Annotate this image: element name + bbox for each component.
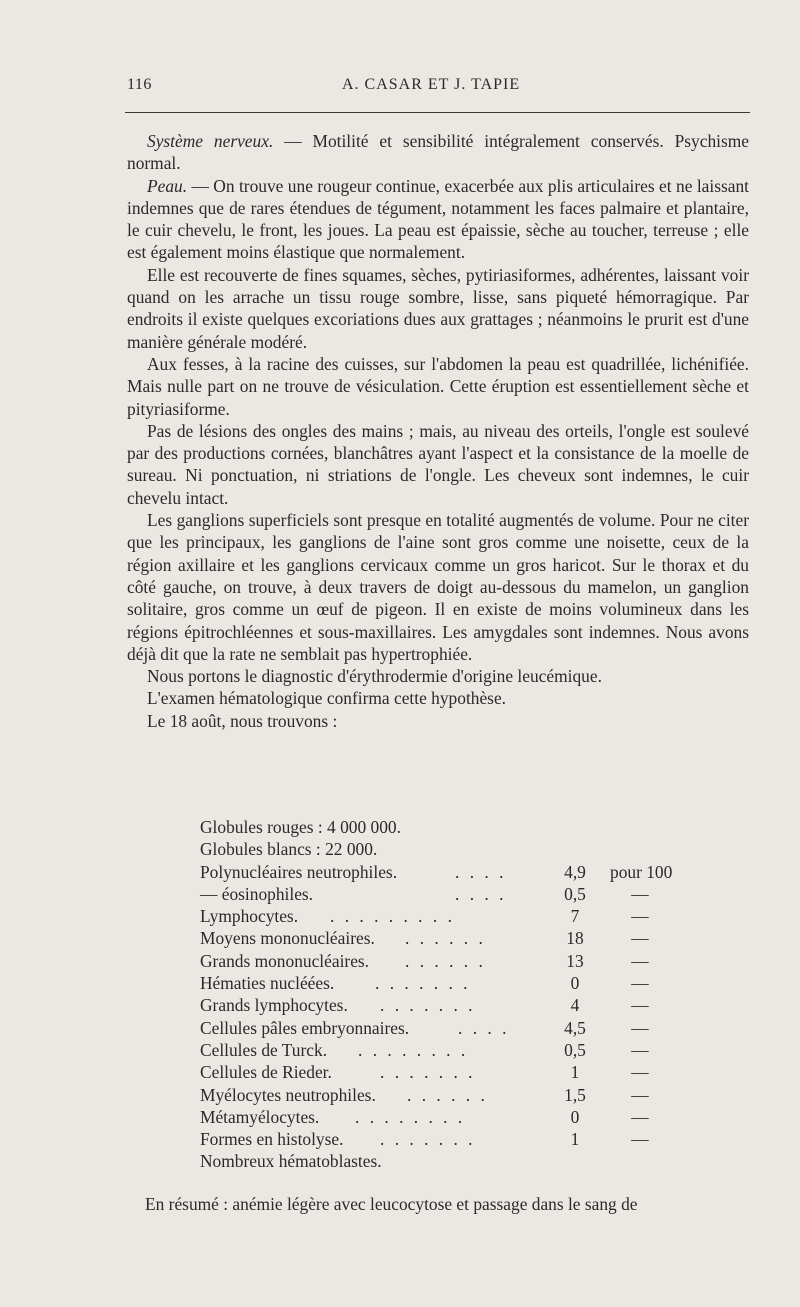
row-value: 0	[570, 1106, 580, 1127]
leader-dots: . . . . . . . . .	[330, 906, 455, 927]
row-value: 1,5	[564, 1084, 586, 1105]
table-row	[200, 1084, 700, 1106]
row-unit: —	[631, 1084, 649, 1105]
row-unit: —	[631, 928, 649, 949]
row-unit: —	[631, 1106, 649, 1127]
table-row	[200, 1017, 700, 1039]
row-value: 4,5	[564, 1017, 586, 1038]
row-unit: —	[631, 973, 649, 994]
row-label: — éosinophiles.	[200, 883, 314, 904]
table-row	[200, 1150, 700, 1172]
row-label: Grands mononucléaires.	[200, 950, 370, 971]
page-number: 116	[127, 76, 152, 93]
leader-dots: . . . . . . . .	[355, 1106, 466, 1127]
summary-line: En résumé : anémie légère avec leucocytose et passage dans le sang de	[145, 1194, 638, 1214]
table-row	[200, 816, 700, 838]
leader-dots: . . . . . . .	[380, 995, 476, 1016]
leader-dots: . . . . . . .	[380, 1129, 476, 1150]
row-unit: —	[631, 906, 649, 927]
paragraph-examen: L'examen hématologique confirma cette hypothèse.	[147, 688, 507, 709]
row-label: Moyens mononucléaires.	[200, 928, 375, 949]
running-title: A. CASAR ET J. TAPIE	[342, 76, 521, 93]
row-unit: —	[631, 1039, 649, 1060]
row-unit: —	[631, 883, 649, 904]
table-row	[200, 950, 700, 972]
paragraph-date: Le 18 août, nous trouvons :	[147, 710, 338, 731]
leader-dots: . . . . . .	[407, 1084, 488, 1105]
paragraph-lead: Système nerveux.	[147, 131, 274, 151]
row-unit: —	[631, 950, 649, 971]
row-label: Lymphocytes.	[200, 906, 299, 927]
leader-dots: . . . .	[455, 861, 507, 882]
header-rule	[125, 112, 750, 113]
row-label: Métamyélocytes.	[200, 1106, 320, 1127]
row-value: 1	[570, 1062, 580, 1083]
leader-dots: . . . . . .	[405, 950, 486, 971]
row-value: 0	[570, 973, 580, 994]
row-label: Formes en histolyse.	[200, 1129, 344, 1150]
leader-dots: . . . . . . . .	[358, 1039, 469, 1060]
table-row	[200, 927, 700, 949]
row-label: Globules rouges : 4 000 000.	[200, 817, 401, 837]
paragraph-fesses: Aux fesses, à la racine des cuisses, sur l'abdomen la peau est quadrillée, lichénifiée. Mais nulle part on ne trouve de vésiculation. Cette éruption est essentiellement sèche et pityriasiforme.	[127, 353, 749, 419]
leader-dots: . . . . . . .	[375, 973, 471, 994]
body-text	[127, 130, 749, 732]
table-row	[200, 1128, 700, 1150]
row-label: Grands lymphocytes.	[200, 995, 348, 1016]
leader-dots: . . . .	[458, 1017, 510, 1038]
leader-dots: . . . .	[455, 883, 507, 904]
row-label: Cellules pâles embryonnaires.	[200, 1017, 410, 1038]
table-row	[200, 972, 700, 994]
row-unit: —	[631, 995, 649, 1016]
row-label: Myélocytes neutrophiles.	[200, 1084, 376, 1105]
row-label: Hématies nucléées.	[200, 973, 335, 994]
leader-dots: . . . . . .	[405, 928, 486, 949]
leader-dots: . . . . . . .	[380, 1062, 476, 1083]
paragraph-text: — Motilité et sensibilité intégralement conservés. Psychisme normal.	[127, 131, 749, 174]
row-value: 13	[566, 950, 584, 971]
table-row	[200, 861, 700, 883]
blood-count-table	[200, 816, 700, 1173]
row-value: 18	[566, 928, 584, 949]
row-label: Cellules de Rieder.	[200, 1062, 332, 1083]
paragraph-ganglions: Les ganglions superficiels sont presque en totalité augmentés de volume. Pour ne citer que les principaux, les ganglions de l'aine sont gros comme une noisette, ceux de la région axillaire et les ganglions cervicaux comme un gros haricot. Sur le thorax et du côté gauche, on trouve, à deux travers de doigt au-dessous du mamelon, un ganglion solitaire, gros comme un œuf de pigeon. Il en existe de moins volumineux dans les régions épitrochléennes et sous-maxillaires. Les amygdales sont indemnes. Nous avons déjà dit que la rate ne semblait pas hypertrophiée.	[127, 510, 749, 664]
row-value: 1	[570, 1129, 580, 1150]
paragraph-skin	[127, 175, 749, 264]
row-value: 7	[570, 906, 580, 927]
table-row	[200, 994, 700, 1016]
row-label: Globules blancs : 22 000.	[200, 839, 378, 860]
row-value: 0,5	[564, 883, 586, 904]
row-unit: —	[631, 1129, 649, 1150]
table-row	[200, 1106, 700, 1128]
row-label: Cellules de Turck.	[200, 1039, 328, 1060]
page-header	[127, 76, 747, 100]
paragraph-ongles: Pas de lésions des ongles des mains ; mais, au niveau des orteils, l'ongle est soulevé par des productions cornées, blanchâtres ayant l'aspect et la consistance de la moelle de sureau. Ni ponctuation, ni striations de l'ongle. Les cheveux sont indemnes, le cuir chevelu intact.	[127, 420, 749, 508]
row-value: 0,5	[564, 1039, 586, 1060]
row-label: Nombreux hématoblastes.	[200, 1151, 382, 1172]
table-row	[200, 883, 700, 905]
paragraph-text: — On trouve une rougeur continue, exacerbée aux plis articulaires et ne laissant indemnes que de rares étendues de tégument, notamment les faces palmaire et plantaire, le cuir chevelu, le front, les joues. La peau est épaissie, sèche au toucher, terreuse ; elle est également moins élastique que normalement.	[127, 175, 749, 263]
row-unit: —	[631, 1062, 649, 1083]
row-unit: —	[631, 1017, 649, 1038]
paragraph-diagnostic: Nous portons le diagnostic d'érythrodermie d'origine leucémique.	[147, 666, 602, 687]
row-unit: pour 100	[610, 861, 673, 882]
paragraph-lead: Peau.	[147, 175, 188, 196]
table-row	[200, 838, 700, 860]
paragraph-squames: Elle est recouverte de fines squames, sèches, pytiriasiformes, adhérentes, laissant voir quand on les arrache un tissu rouge sombre, lisse, sans piqueté hémorragique. Par endroits il existe quelques excoriations dues aux grattages ; néanmoins le prurit est d'une manière générale modéré.	[127, 264, 749, 352]
table-row	[200, 905, 700, 927]
table-row	[200, 1061, 700, 1083]
table-row	[200, 1039, 700, 1061]
row-label: Polynucléaires neutrophiles.	[200, 861, 398, 882]
paragraph-nervous-system	[127, 130, 749, 175]
row-value: 4,9	[564, 861, 586, 882]
row-value: 4	[570, 995, 580, 1016]
